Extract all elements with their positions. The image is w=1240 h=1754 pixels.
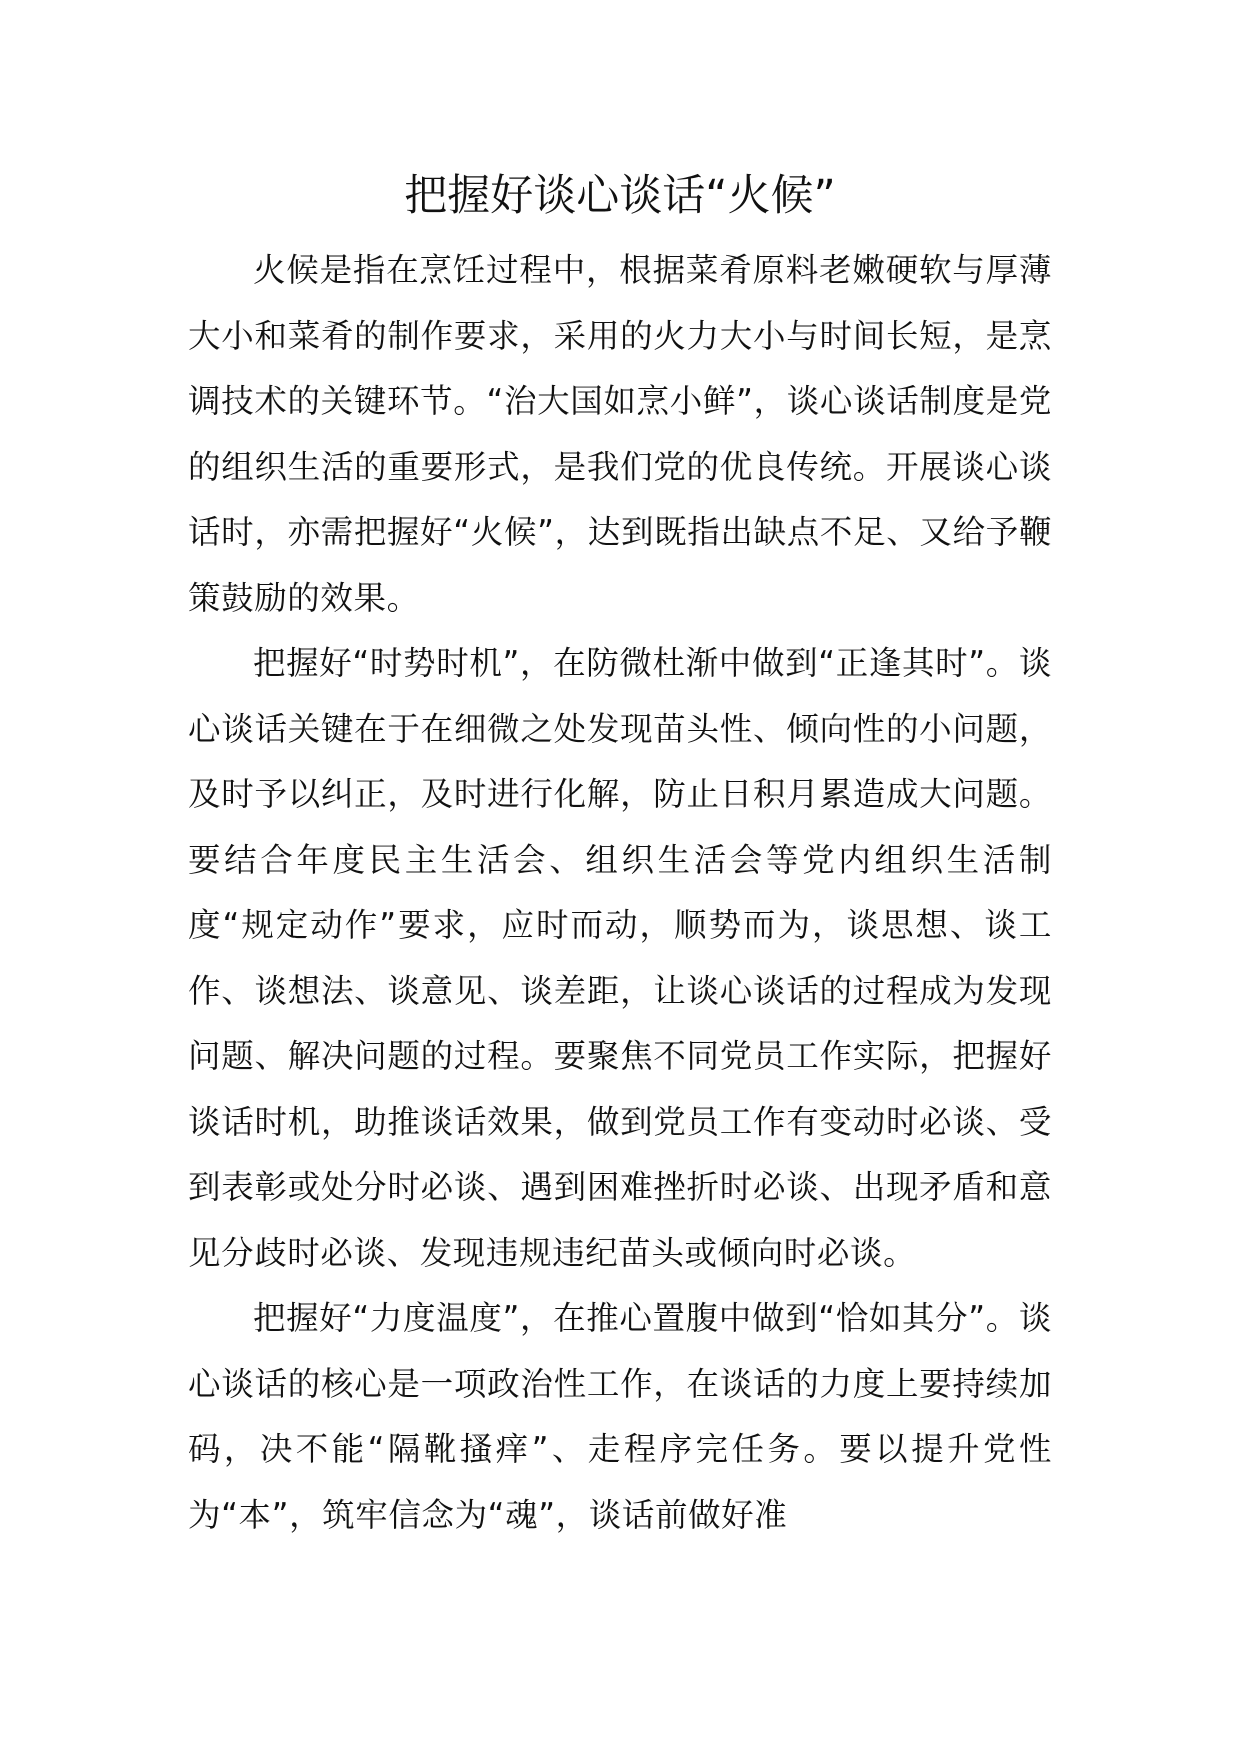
paragraph-timing: 把握好“时势时机”，在防微杜渐中做到“正逢其时”。谈心谈话关键在于在细微之处发现苗头性、倾向性的小问题，及时予以纠正，及时进行化解，防止日积月累造成大问题。要结合年度民主生活会、组织生活会等党内组织生活制度“规定动作”要求，应时而动，顺势而为，谈思想、谈工作、谈想法、谈意见、谈差距，让谈心谈话的过程成为发现问题、解决问题的过程。要聚焦不同党员工作实际，把握好谈话时机，助推谈话效果，做到党员工作有变动时必谈、受到表彰或处分时必谈、遇到困难挫折时必谈、出现矛盾和意见分歧时必谈、发现违规违纪苗头或倾向时必谈。: [188, 644, 1052, 1272]
document-body: [188, 238, 1052, 1548]
paragraph-intro: 火候是指在烹饪过程中，根据菜肴原料老嫩硬软与厚薄大小和菜肴的制作要求，采用的火力大小与时间长短，是烹调技术的关键环节。“治大国如烹小鲜”，谈心谈话制度是党的组织生活的重要形式，是我们党的优良传统。开展谈心谈话时，亦需把握好“火候”，达到既指出缺点不足、又给予鞭策鼓励的效果。: [188, 251, 1052, 617]
paragraph-intensity: 把握好“力度温度”，在推心置腹中做到“恰如其分”。谈心谈话的核心是一项政治性工作，在谈话的力度上要持续加码，决不能“隔靴搔痒”、走程序完任务。要以提升党性为“本”，筑牢信念为“魂”，谈话前做好准: [188, 1299, 1052, 1534]
document-title: 把握好谈心谈话“火候”: [404, 171, 836, 221]
